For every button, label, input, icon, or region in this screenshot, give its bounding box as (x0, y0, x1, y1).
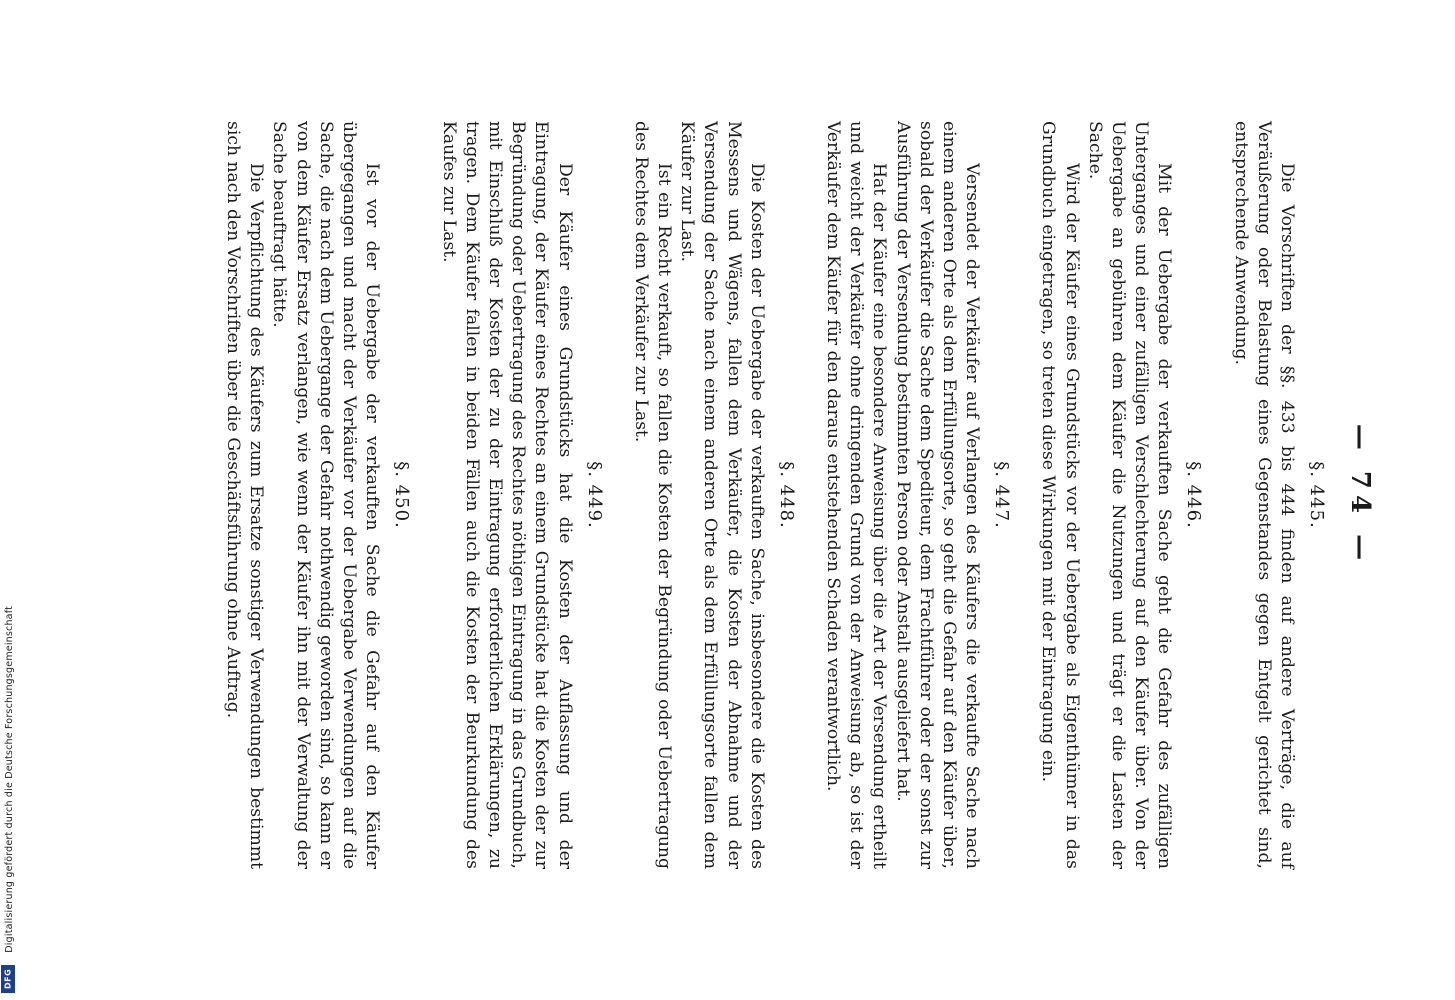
section-447 (821, 121, 1012, 869)
section-paragraph: Ist vor der Uebergabe der verkauften Sache die Gefahr auf den Käufer übergegangen und macht der Verkäufer vor der Uebergabe Verwendungen auf die Sache, die nach dem Uebergange der Gefahr nothwendig geworden sind, so kann er von dem Käufer Ersatz verlangen, wie wenn der Käufer ihn mit der Verwaltung der Sache beauftragt hätte. (269, 121, 383, 869)
section-paragraph: Die Kosten der Uebergabe der verkauften Sache, insbesondere die Kosten des Messens und Wägens, fallen dem Verkäufer, die Kosten der Abnahme und der Versendung der Sache nach einem anderen Orte als dem Erfüllungsorte fallen dem Käufer zur Last. (677, 121, 767, 869)
dfg-logo: DFG (1, 965, 15, 993)
section-paragraph: Wird der Käufer eines Grundstücks vor der Uebergabe als Eigenthümer in das Grundbuch eingetragen, so treten diese Wirkungen mit der Eintragung ein. (1038, 121, 1082, 869)
section-448 (629, 121, 797, 869)
section-heading: §. 449. (583, 461, 605, 529)
funding-note: Digitalisierung gefördert durch die Deutsche Forschungsgemeinschaft (4, 606, 15, 953)
section-paragraph: Mit der Uebergabe der verkauften Sache geht die Gefahr des zufälligen Unterganges und einer zufälligen Verschlechterung auf den Käufer über. Von der Uebergabe an gebühren dem Käufer die Nutzungen und trägt er die Lasten der Sache. (1084, 121, 1175, 869)
section-heading: §. 445. (1306, 461, 1327, 529)
section-heading: §. 450. (391, 461, 413, 529)
section-heading: §. 446. (1183, 461, 1205, 529)
section-paragraph: Hat der Käufer eine besondere Anweisung über die Art der Versendung ertheilt und weicht der Verkäufer ohne dringenden Grund von der Anweisung ab, so ist der Verkäufer dem Käufer für den daraus entstehenden Schaden verantwortlich. (822, 121, 890, 869)
section-paragraph: Die Vorschriften der §§. 433 bis 444 finden auf andere Verträge, die auf Veräußerung oder Belastung eines Gegenstandes gegen Entgelt gerichtet sind, entsprechende Anwendung. (1230, 121, 1297, 869)
section-paragraph: Die Verpflichtung des Käufers zum Ersatze sonstiger Verwendungen bestimmt sich nach den Vorschriften über die Geschäftsführung ohne Auftrag. (223, 121, 267, 869)
page-number: — 74 — (1345, 423, 1375, 567)
section-heading: §. 447. (991, 461, 1013, 529)
section-paragraph: Ist ein Recht verkauft, so fallen die Kosten der Begründung oder Uebertragung des Rechtes dem Verkäufer zur Last. (630, 121, 674, 869)
section-heading: §. 448. (775, 461, 797, 529)
section-449 (436, 121, 604, 869)
section-paragraph: Der Käufer eines Grundstücks hat die Kosten der Auflassung und der Eintragung, der Käufer eines Rechtes an einem Grundstücke hat die Kosten der zur Begründung oder Uebertragung des Rechtes nöthigen Eintragung in das Grundbuch, mit Einschluß der Kosten der zu der Eintragung erforderlichen Erklärungen, zu tragen. Dem Käufer fallen in beiden Fällen auch die Kosten der Beurkundung des Kaufes zur Last. (438, 121, 575, 869)
section-445 (1228, 121, 1327, 869)
section-446 (1036, 121, 1204, 869)
section-paragraph: Versendet der Verkäufer auf Verlangen des Käufers die verkaufte Sache nach einem anderen Orte als dem Erfüllungsorte, so geht die Gefahr auf den Käufer über, sobald der Verkäufer die Sache dem Spediteur, dem Frachtführer oder der sonst zur Ausführung der Versendung bestimmten Person oder Anstalt ausgeliefert hat. (892, 121, 983, 869)
document-page (95, 115, 1375, 875)
section-450 (221, 121, 412, 869)
